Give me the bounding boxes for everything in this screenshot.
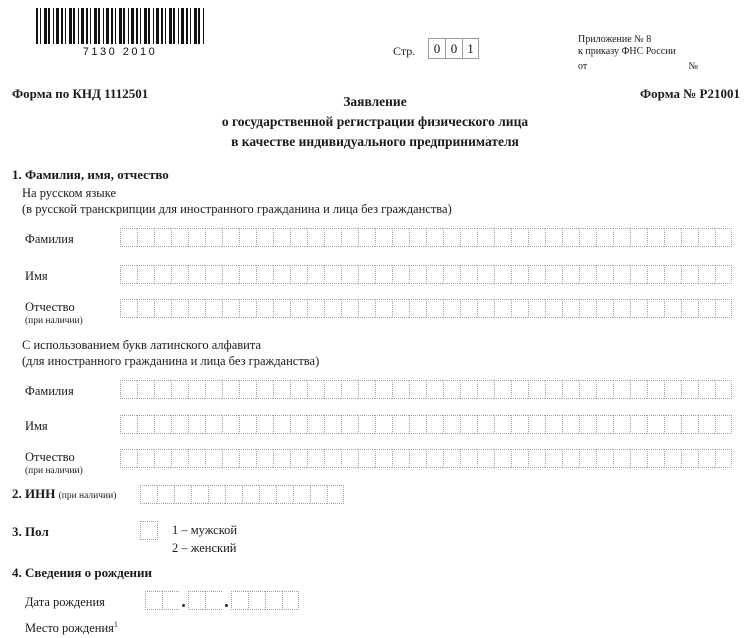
input-cell[interactable] — [613, 228, 630, 247]
date-separator-dot — [222, 591, 231, 610]
input-cell[interactable] — [171, 415, 188, 434]
input-cell[interactable] — [426, 449, 443, 468]
input-cell[interactable] — [171, 380, 188, 399]
input-cell[interactable] — [409, 449, 426, 468]
input-cell[interactable] — [477, 299, 494, 318]
input-cell[interactable] — [239, 380, 256, 399]
input-cell[interactable] — [222, 228, 239, 247]
input-cell[interactable] — [579, 380, 596, 399]
input-cell[interactable] — [154, 299, 171, 318]
label-patronymic-lat: Отчество — [25, 450, 75, 464]
input-cell[interactable] — [426, 265, 443, 284]
input-cell[interactable] — [596, 265, 613, 284]
input-cell[interactable] — [188, 449, 205, 468]
input-cell[interactable] — [307, 299, 324, 318]
appendix-line-2: к приказу ФНС России — [578, 46, 676, 57]
input-cell[interactable] — [647, 449, 664, 468]
input-cell[interactable] — [477, 449, 494, 468]
input-cell[interactable] — [664, 228, 681, 247]
input-cell[interactable] — [154, 265, 171, 284]
input-cell[interactable] — [579, 265, 596, 284]
input-cell[interactable] — [477, 415, 494, 434]
input-cell[interactable] — [562, 449, 579, 468]
input-cell[interactable] — [494, 449, 511, 468]
input-cell[interactable] — [460, 415, 477, 434]
input-cell[interactable] — [375, 415, 392, 434]
barcode-image — [36, 8, 204, 44]
label-surname-lat: Фамилия — [25, 384, 74, 398]
input-cell[interactable] — [222, 265, 239, 284]
section-1-latin-line-1: С использованием букв латинского алфавита — [22, 338, 262, 352]
input-cell[interactable] — [307, 380, 324, 399]
input-cell[interactable] — [162, 591, 179, 610]
input-cell[interactable] — [222, 380, 239, 399]
input-cell[interactable] — [324, 265, 341, 284]
title-line-3: в качестве индивидуального предпринимателя — [231, 134, 519, 149]
input-cell[interactable] — [511, 228, 528, 247]
label-patronymic-lat-note: (при наличии) — [25, 466, 83, 476]
page-number-digit[interactable]: 1 — [462, 38, 479, 59]
input-cell[interactable] — [460, 265, 477, 284]
input-cell[interactable] — [137, 380, 154, 399]
input-cell[interactable] — [647, 380, 664, 399]
input-cell[interactable] — [528, 265, 545, 284]
input-cell[interactable] — [282, 591, 299, 610]
input-cell[interactable] — [307, 415, 324, 434]
input-cell[interactable] — [511, 380, 528, 399]
input-cell[interactable] — [443, 415, 460, 434]
input-cell[interactable] — [171, 449, 188, 468]
input-cell[interactable] — [256, 449, 273, 468]
input-cell[interactable] — [137, 415, 154, 434]
input-cell[interactable] — [392, 265, 409, 284]
input-cell[interactable] — [324, 449, 341, 468]
input-cell[interactable] — [477, 265, 494, 284]
input-cell[interactable] — [596, 380, 613, 399]
input-cell[interactable] — [715, 415, 732, 434]
input-cell[interactable] — [528, 449, 545, 468]
input-cell[interactable] — [596, 449, 613, 468]
input-cell[interactable] — [613, 449, 630, 468]
input-cell[interactable] — [327, 485, 344, 504]
input-cell[interactable] — [494, 299, 511, 318]
input-cell[interactable] — [681, 265, 698, 284]
input-cell[interactable] — [191, 485, 208, 504]
input-cell[interactable] — [511, 299, 528, 318]
input-cell[interactable] — [562, 228, 579, 247]
section-2-heading — [12, 486, 116, 502]
input-cell[interactable] — [225, 485, 242, 504]
input-cell[interactable] — [375, 299, 392, 318]
input-cell[interactable] — [273, 415, 290, 434]
input-cell[interactable] — [231, 591, 248, 610]
page-number-digit[interactable]: 0 — [445, 38, 462, 59]
input-cell[interactable] — [174, 485, 191, 504]
input-cell[interactable] — [307, 228, 324, 247]
input-cell[interactable] — [545, 380, 562, 399]
input-cell[interactable] — [273, 380, 290, 399]
input-cell[interactable] — [188, 591, 205, 610]
input-cell[interactable] — [613, 299, 630, 318]
input-cell[interactable] — [511, 415, 528, 434]
field-surname-lat[interactable] — [120, 380, 732, 399]
input-cell[interactable] — [265, 591, 282, 610]
input-cell[interactable] — [375, 380, 392, 399]
label-birth-place-footnote: 1 — [113, 620, 118, 629]
input-cell[interactable] — [647, 228, 664, 247]
input-cell[interactable] — [579, 228, 596, 247]
input-cell[interactable] — [681, 380, 698, 399]
input-cell[interactable] — [664, 415, 681, 434]
input-cell[interactable] — [664, 299, 681, 318]
input-cell[interactable] — [647, 299, 664, 318]
input-cell[interactable] — [358, 415, 375, 434]
input-cell[interactable] — [290, 299, 307, 318]
title-line-2: о государственной регистрации физического лица — [221, 114, 529, 129]
input-cell[interactable] — [698, 415, 715, 434]
input-cell[interactable] — [443, 449, 460, 468]
input-cell[interactable] — [460, 228, 477, 247]
input-cell[interactable] — [341, 449, 358, 468]
input-cell[interactable] — [256, 228, 273, 247]
input-cell[interactable] — [409, 265, 426, 284]
gender-option-male: 1 – мужской — [172, 523, 238, 537]
input-cell[interactable] — [511, 449, 528, 468]
field-gender[interactable] — [140, 521, 158, 540]
input-cell[interactable] — [324, 415, 341, 434]
input-cell[interactable] — [154, 415, 171, 434]
input-cell[interactable] — [579, 299, 596, 318]
label-birth-place-text: Место рождения — [25, 621, 114, 636]
input-cell[interactable] — [511, 265, 528, 284]
label-birth-date: Дата рождения — [25, 595, 105, 609]
input-cell[interactable] — [239, 228, 256, 247]
input-cell[interactable] — [375, 265, 392, 284]
input-cell[interactable] — [562, 415, 579, 434]
input-cell[interactable] — [409, 415, 426, 434]
input-cell[interactable] — [188, 265, 205, 284]
input-cell[interactable] — [273, 228, 290, 247]
input-cell[interactable] — [494, 228, 511, 247]
input-cell[interactable] — [171, 299, 188, 318]
input-cell[interactable] — [324, 228, 341, 247]
input-cell[interactable] — [630, 265, 647, 284]
input-cell[interactable] — [494, 265, 511, 284]
input-cell[interactable] — [596, 415, 613, 434]
input-cell[interactable] — [698, 380, 715, 399]
input-cell[interactable] — [630, 299, 647, 318]
section-1-russian-line-1: На русском языке — [22, 186, 117, 200]
input-cell[interactable] — [681, 415, 698, 434]
input-cell[interactable] — [715, 380, 732, 399]
page-number-digit[interactable]: 0 — [428, 38, 445, 59]
input-cell[interactable] — [528, 415, 545, 434]
input-cell[interactable] — [157, 485, 174, 504]
input-cell[interactable] — [545, 228, 562, 247]
input-cell[interactable] — [613, 265, 630, 284]
input-cell[interactable] — [426, 415, 443, 434]
input-cell[interactable] — [358, 265, 375, 284]
input-cell[interactable] — [273, 299, 290, 318]
input-cell[interactable] — [443, 380, 460, 399]
label-patronymic-ru: Отчество — [25, 300, 75, 314]
input-cell[interactable] — [341, 380, 358, 399]
input-cell[interactable] — [545, 299, 562, 318]
input-cell[interactable] — [494, 415, 511, 434]
input-cell[interactable] — [715, 228, 732, 247]
input-cell[interactable] — [545, 449, 562, 468]
input-cell[interactable] — [137, 449, 154, 468]
input-cell[interactable] — [392, 228, 409, 247]
input-cell[interactable] — [358, 299, 375, 318]
input-cell[interactable] — [154, 449, 171, 468]
input-cell[interactable] — [630, 228, 647, 247]
input-cell[interactable] — [307, 265, 324, 284]
input-cell[interactable] — [222, 299, 239, 318]
label-surname-ru: Фамилия — [25, 232, 74, 246]
input-cell[interactable] — [205, 228, 222, 247]
input-cell[interactable] — [358, 449, 375, 468]
input-cell[interactable] — [460, 380, 477, 399]
input-cell[interactable] — [171, 265, 188, 284]
input-cell[interactable] — [120, 228, 137, 247]
input-cell[interactable] — [528, 299, 545, 318]
input-cell[interactable] — [443, 299, 460, 318]
appendix-date-label: от — [578, 61, 588, 72]
input-cell[interactable] — [698, 265, 715, 284]
section-1-latin-line-2: (для иностранного гражданина и лица без гражданства) — [22, 354, 320, 368]
input-cell[interactable] — [137, 265, 154, 284]
section-2-note: (при наличии) — [58, 491, 117, 501]
input-cell[interactable] — [596, 299, 613, 318]
input-cell[interactable] — [290, 380, 307, 399]
appendix-block — [578, 34, 738, 73]
field-patronymic-ru[interactable] — [120, 299, 732, 318]
input-cell[interactable] — [545, 265, 562, 284]
input-cell[interactable] — [188, 228, 205, 247]
input-cell[interactable] — [715, 299, 732, 318]
input-cell[interactable] — [596, 228, 613, 247]
input-cell[interactable] — [715, 265, 732, 284]
input-cell[interactable] — [120, 415, 137, 434]
input-cell[interactable] — [120, 299, 137, 318]
title-line-1: Заявление — [343, 94, 407, 109]
input-cell[interactable] — [460, 299, 477, 318]
input-cell[interactable] — [290, 415, 307, 434]
document-title — [0, 92, 750, 152]
input-cell[interactable] — [579, 449, 596, 468]
input-cell[interactable] — [120, 380, 137, 399]
label-birth-place — [25, 620, 118, 636]
input-cell[interactable] — [545, 415, 562, 434]
input-cell[interactable] — [630, 449, 647, 468]
input-cell[interactable] — [681, 299, 698, 318]
input-cell[interactable] — [222, 415, 239, 434]
label-name-lat: Имя — [25, 419, 48, 433]
input-cell[interactable] — [256, 415, 273, 434]
gender-option-female: 2 – женский — [172, 541, 237, 555]
input-cell[interactable] — [242, 485, 259, 504]
input-cell[interactable] — [698, 449, 715, 468]
input-cell[interactable] — [460, 449, 477, 468]
input-cell[interactable] — [273, 449, 290, 468]
input-cell[interactable] — [137, 299, 154, 318]
input-cell[interactable] — [630, 415, 647, 434]
input-cell[interactable] — [188, 415, 205, 434]
appendix-line-1: Приложение № 8 — [578, 34, 652, 45]
input-cell[interactable] — [290, 449, 307, 468]
input-cell[interactable] — [341, 415, 358, 434]
input-cell[interactable] — [494, 380, 511, 399]
input-cell[interactable] — [324, 380, 341, 399]
input-cell[interactable] — [375, 228, 392, 247]
input-cell[interactable] — [137, 228, 154, 247]
input-cell[interactable] — [426, 380, 443, 399]
input-cell[interactable] — [528, 380, 545, 399]
input-cell[interactable] — [341, 299, 358, 318]
input-cell[interactable] — [664, 449, 681, 468]
input-cell[interactable] — [358, 380, 375, 399]
input-cell[interactable] — [392, 449, 409, 468]
barcode — [36, 8, 204, 58]
input-cell[interactable] — [392, 299, 409, 318]
field-inn[interactable] — [140, 485, 344, 504]
field-name-ru[interactable] — [120, 265, 732, 284]
input-cell[interactable] — [681, 449, 698, 468]
label-patronymic-ru-note: (при наличии) — [25, 316, 83, 326]
input-cell[interactable] — [613, 380, 630, 399]
field-patronymic-lat[interactable] — [120, 449, 732, 468]
page-number-cells — [428, 38, 479, 59]
input-cell[interactable] — [145, 591, 162, 610]
input-cell[interactable] — [647, 415, 664, 434]
input-cell[interactable] — [698, 299, 715, 318]
input-cell[interactable] — [205, 449, 222, 468]
input-cell[interactable] — [310, 485, 327, 504]
input-cell[interactable] — [205, 591, 222, 610]
input-cell[interactable] — [477, 228, 494, 247]
appendix-number-label: № — [688, 61, 698, 72]
input-cell[interactable] — [630, 380, 647, 399]
form-number: Форма № Р21001 — [640, 86, 740, 101]
input-cell[interactable] — [256, 299, 273, 318]
input-cell[interactable] — [239, 415, 256, 434]
input-cell[interactable] — [188, 380, 205, 399]
section-1-heading: 1. Фамилия, имя, отчество — [12, 167, 169, 182]
input-cell[interactable] — [120, 449, 137, 468]
input-cell[interactable] — [443, 228, 460, 247]
input-cell[interactable] — [239, 299, 256, 318]
input-cell[interactable] — [579, 415, 596, 434]
input-cell[interactable] — [715, 449, 732, 468]
input-cell[interactable] — [562, 380, 579, 399]
input-cell[interactable] — [256, 265, 273, 284]
input-cell[interactable] — [409, 299, 426, 318]
input-cell[interactable] — [409, 380, 426, 399]
input-cell[interactable] — [256, 380, 273, 399]
input-cell[interactable] — [426, 228, 443, 247]
field-surname-ru[interactable] — [120, 228, 732, 247]
input-cell[interactable] — [120, 265, 137, 284]
input-cell[interactable] — [222, 449, 239, 468]
input-cell[interactable] — [154, 228, 171, 247]
input-cell[interactable] — [205, 265, 222, 284]
input-cell[interactable] — [562, 299, 579, 318]
section-3-heading: 3. Пол — [12, 524, 49, 539]
input-cell[interactable] — [341, 228, 358, 247]
input-cell[interactable] — [293, 485, 310, 504]
input-cell[interactable] — [664, 380, 681, 399]
input-cell[interactable] — [698, 228, 715, 247]
input-cell[interactable] — [358, 228, 375, 247]
input-cell[interactable] — [239, 449, 256, 468]
input-cell[interactable] — [205, 380, 222, 399]
section-1-russian-line-2: (в русской транскрипции для иностранного гражданина и лица без гражданства) — [22, 202, 452, 216]
input-cell[interactable] — [290, 228, 307, 247]
barcode-digits: 7130 2010 — [82, 46, 158, 58]
section-2-title: 2. ИНН — [12, 486, 56, 501]
input-cell[interactable] — [205, 415, 222, 434]
input-cell[interactable] — [477, 380, 494, 399]
input-cell[interactable] — [613, 415, 630, 434]
input-cell[interactable] — [248, 591, 265, 610]
input-cell[interactable] — [171, 228, 188, 247]
input-cell[interactable] — [324, 299, 341, 318]
input-cell[interactable] — [208, 485, 225, 504]
input-cell[interactable] — [205, 299, 222, 318]
input-cell[interactable] — [528, 228, 545, 247]
knd-code: Форма по КНД 1112501 — [12, 86, 149, 101]
input-cell[interactable] — [140, 485, 157, 504]
input-cell[interactable] — [276, 485, 293, 504]
input-cell[interactable] — [392, 380, 409, 399]
date-separator-dot — [179, 591, 188, 610]
input-cell[interactable] — [647, 265, 664, 284]
input-cell[interactable] — [154, 380, 171, 399]
input-cell[interactable] — [273, 265, 290, 284]
field-birth-date[interactable] — [145, 591, 299, 610]
input-cell[interactable] — [681, 228, 698, 247]
input-cell[interactable] — [307, 449, 324, 468]
field-name-lat[interactable] — [120, 415, 732, 434]
input-cell[interactable] — [443, 265, 460, 284]
input-cell[interactable] — [375, 449, 392, 468]
input-cell[interactable] — [392, 415, 409, 434]
input-cell[interactable] — [290, 265, 307, 284]
input-cell[interactable] — [426, 299, 443, 318]
input-cell[interactable] — [409, 228, 426, 247]
page-number-label: Стр. — [393, 44, 416, 58]
input-cell[interactable] — [188, 299, 205, 318]
input-cell[interactable] — [562, 265, 579, 284]
label-name-ru: Имя — [25, 269, 48, 283]
section-4-heading: 4. Сведения о рождении — [12, 565, 153, 580]
input-cell[interactable] — [664, 265, 681, 284]
input-cell[interactable] — [259, 485, 276, 504]
input-cell[interactable] — [239, 265, 256, 284]
input-cell[interactable] — [341, 265, 358, 284]
